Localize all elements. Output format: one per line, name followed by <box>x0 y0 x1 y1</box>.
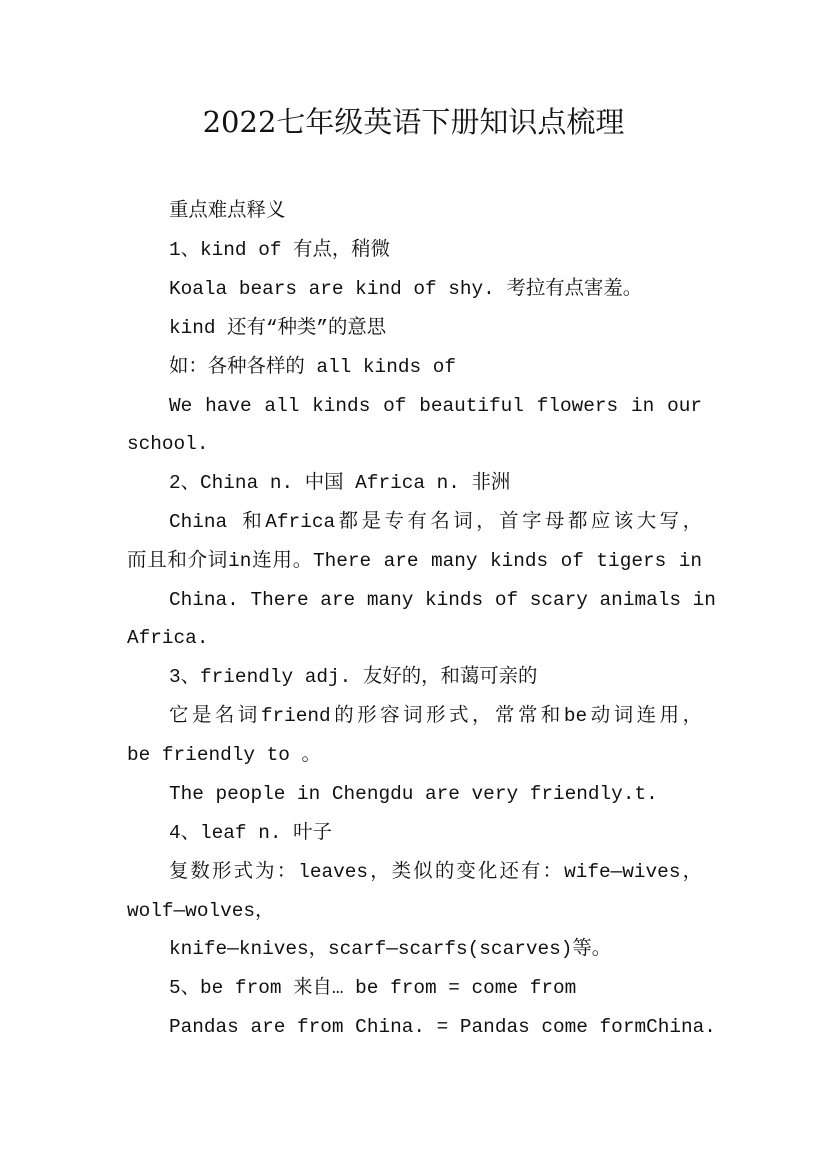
paragraph-line: 3、friendly adj. 友好的，和蔼可亲的 <box>169 666 538 688</box>
paragraph-line: be friendly to 。 <box>127 744 321 766</box>
paragraph-line: 1、kind of 有点，稍微 <box>169 239 391 261</box>
paragraph-line: Koala bears are kind of shy. 考拉有点害羞。 <box>169 278 643 300</box>
paragraph-line: kind 还有“种类”的意思 <box>169 317 387 339</box>
paragraph-line: 它是名词friend的形容词形式，常常和be动词连用， <box>169 705 702 727</box>
paragraph-line: Africa. <box>127 627 209 649</box>
paragraph-line: 5、be from 来自… be from = come from <box>169 977 577 999</box>
paragraph-line: 而且和介词in连用。There are many kinds of tigers in <box>127 550 702 572</box>
paragraph-line: 复数形式为：leaves，类似的变化还有：wife—wives， <box>169 861 702 883</box>
paragraph-line: Pandas are from China. = Pandas come formChina. <box>169 1016 716 1038</box>
section-heading: 重点难点释义 <box>169 200 286 222</box>
paragraph-line: wolf—wolves， <box>127 900 275 922</box>
paragraph-line: 2、China n. 中国 Africa n. 非洲 <box>169 472 511 494</box>
paragraph-line: We have all kinds of beautiful flowers in our <box>169 395 702 417</box>
paragraph-line: knife—knives，scarf—scarfs(scarves)等。 <box>169 938 612 960</box>
document-title: 2022七年级英语下册知识点梳理 <box>202 105 625 139</box>
paragraph-line: The people in Chengdu are very friendly.t. <box>169 783 658 805</box>
paragraph-line: school. <box>127 433 209 455</box>
paragraph-line: China 和Africa都是专有名词，首字母都应该大写， <box>169 511 702 533</box>
paragraph-line: China. There are many kinds of scary animals in <box>169 589 716 611</box>
paragraph-line: 4、leaf n. 叶子 <box>169 822 332 844</box>
paragraph-line: 如：各种各样的 all kinds of <box>169 356 457 378</box>
